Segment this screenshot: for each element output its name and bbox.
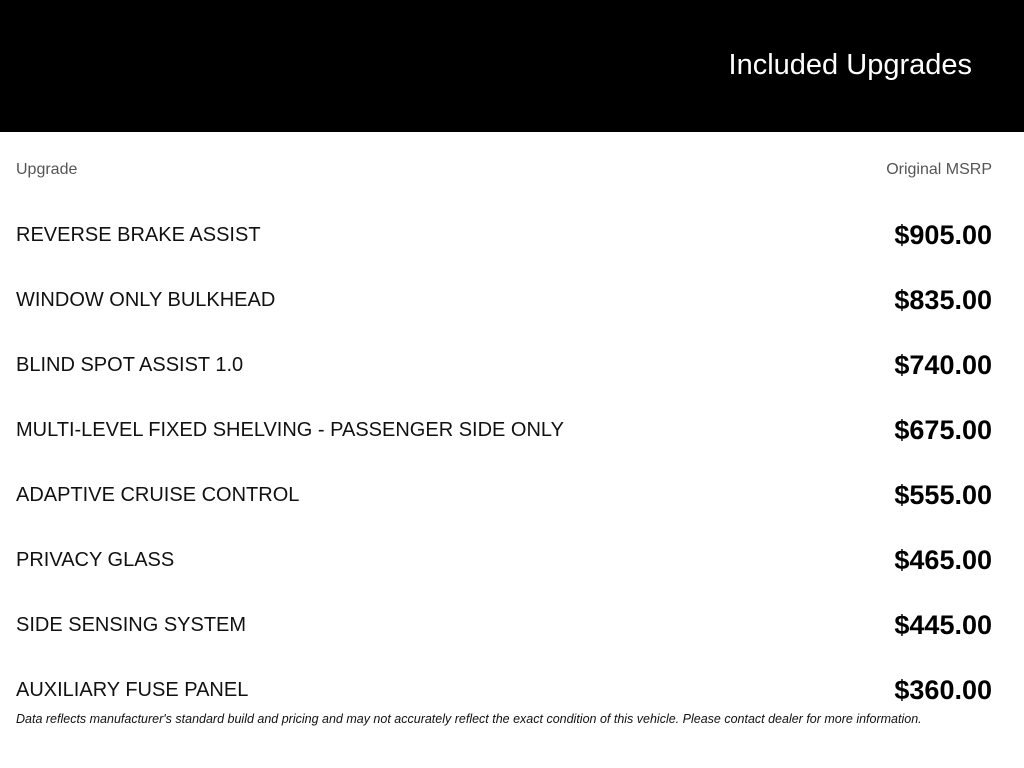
table-row [16, 462, 992, 527]
upgrade-name: MULTI-LEVEL FIXED SHELVING - PASSENGER SIDE ONLY [16, 418, 564, 441]
table-row [16, 332, 992, 397]
page-title: Included Upgrades [728, 49, 972, 81]
upgrades-table [16, 160, 992, 722]
upgrade-price: $740.00 [894, 349, 992, 380]
table-row [16, 397, 992, 462]
upgrade-price: $465.00 [894, 544, 992, 575]
column-header-msrp: Original MSRP [886, 161, 992, 178]
table-row [16, 267, 992, 332]
upgrade-name: SIDE SENSING SYSTEM [16, 613, 247, 636]
upgrade-name: WINDOW ONLY BULKHEAD [16, 288, 276, 311]
upgrade-price: $360.00 [894, 674, 992, 705]
upgrade-name: AUXILIARY FUSE PANEL [16, 678, 249, 701]
upgrade-name: BLIND SPOT ASSIST 1.0 [16, 353, 244, 376]
upgrade-price: $835.00 [894, 284, 992, 315]
table-row [16, 592, 992, 657]
disclaimer-text: Data reflects manufacturer's standard build and pricing and may not accurately reflect the exact condition of this vehicle. Please contact dealer for more information. [16, 712, 922, 726]
table-header [16, 160, 992, 180]
upgrade-price: $905.00 [894, 219, 992, 250]
upgrade-name: PRIVACY GLASS [16, 548, 175, 571]
page-header [0, 0, 1024, 132]
upgrade-name: ADAPTIVE CRUISE CONTROL [16, 483, 300, 506]
upgrade-price: $445.00 [894, 609, 992, 640]
upgrade-name: REVERSE BRAKE ASSIST [16, 223, 261, 246]
upgrade-price: $675.00 [894, 414, 992, 445]
table-row [16, 202, 992, 267]
upgrade-price: $555.00 [894, 479, 992, 510]
table-body [16, 202, 992, 722]
table-row [16, 527, 992, 592]
column-header-upgrade: Upgrade [16, 161, 78, 178]
